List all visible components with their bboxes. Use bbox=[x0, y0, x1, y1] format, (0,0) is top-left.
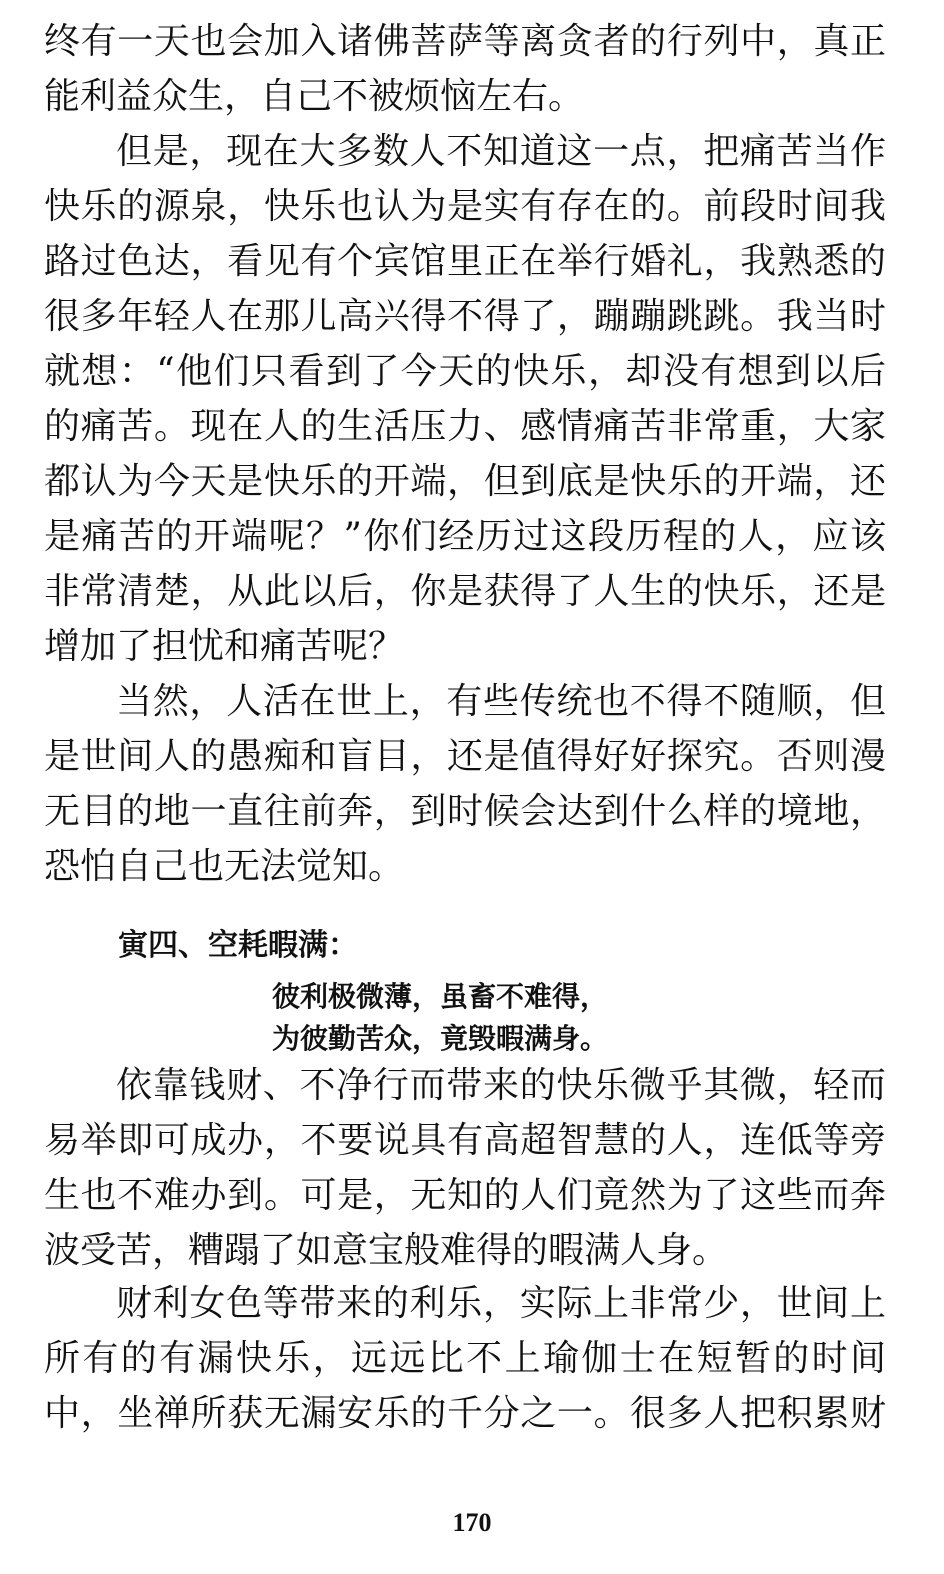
text-line: 非常清楚，从此以后，你是获得了人生的快乐，还是 bbox=[44, 571, 886, 612]
text-line: 当然，人活在世上，有些传统也不得不随顺，但 bbox=[116, 681, 886, 722]
page-number: 170 bbox=[452, 1508, 492, 1537]
text-line: 依靠钱财、不净行而带来的快乐微乎其微，轻而 bbox=[116, 1065, 886, 1106]
text-line: 都认为今天是快乐的开端，但到底是快乐的开端，还 bbox=[44, 461, 886, 502]
text-line: 波受苦，糟蹋了如意宝般难得的暇满人身。 bbox=[44, 1230, 729, 1271]
text-line: 所有的有漏快乐，远远比不上瑜伽士在短暂的时间 bbox=[44, 1338, 886, 1379]
text-line: 但是，现在大多数人不知道这一点，把痛苦当作 bbox=[116, 131, 886, 172]
section-heading: 寅四、空耗暇满： bbox=[118, 928, 358, 963]
text-line: 很多年轻人在那儿高兴得不得了，蹦蹦跳跳。我当时 bbox=[44, 296, 886, 337]
text-line: 生也不难办到。可是，无知的人们竟然为了这些而奔 bbox=[44, 1175, 886, 1216]
text-line: 恐怕自己也无法觉知。 bbox=[44, 846, 405, 887]
text-line: 无目的地一直往前奔，到时候会达到什么样的境地， bbox=[44, 791, 886, 832]
text-line: 财利女色等带来的利乐，实际上非常少，世间上 bbox=[116, 1283, 886, 1324]
text-line: 能利益众生，自己不被烦恼左右。 bbox=[44, 76, 585, 117]
verse-line: 彼利极微薄，虽畜不难得， bbox=[272, 980, 609, 1013]
text-line: 的痛苦。现在人的生活压力、感情痛苦非常重，大家 bbox=[44, 406, 886, 447]
text-line: 快乐的源泉，快乐也认为是实有存在的。前段时间我 bbox=[44, 186, 886, 227]
text-line: 增加了担忧和痛苦呢？ bbox=[44, 626, 405, 667]
text-line: 是痛苦的开端呢？”你们经历过这段历程的人，应该 bbox=[44, 516, 886, 557]
text-line: 是世间人的愚痴和盲目，还是值得好好探究。否则漫 bbox=[44, 736, 886, 777]
text-line: 易举即可成办，不要说具有高超智慧的人，连低等旁 bbox=[44, 1120, 886, 1161]
text-line: 就想：“他们只看到了今天的快乐，却没有想到以后 bbox=[44, 351, 886, 392]
verse-line: 为彼勤苦众，竟毁暇满身。 bbox=[272, 1022, 609, 1055]
text-line: 终有一天也会加入诸佛菩萨等离贪者的行列中，真正 bbox=[44, 21, 886, 62]
text-line: 路过色达，看见有个宾馆里正在举行婚礼，我熟悉的 bbox=[44, 241, 886, 282]
text-line: 中，坐禅所获无漏安乐的千分之一。很多人把积累财 bbox=[44, 1393, 886, 1434]
